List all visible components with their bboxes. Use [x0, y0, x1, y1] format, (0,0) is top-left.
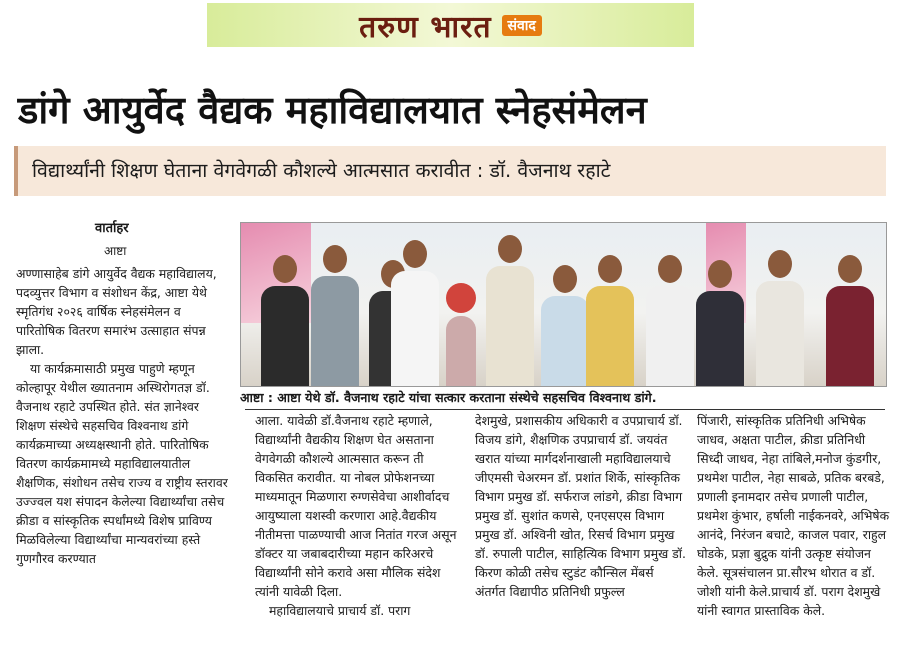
dateline: आष्टा [104, 244, 127, 258]
paragraph: महाविद्यालयाचे प्राचार्य डॉ. पराग [269, 603, 411, 618]
paragraph: या कार्यक्रमासाठी प्रमुख पाहुणे म्हणून कोल्हापूर येथील ख्यातनाम अस्थिरोगतज्ञ डॉ. वैजनाथ रहाटे उपस्थित होते. संत ज्ञानेश्वर शिक्षण संस्थेचे सहसचिव विश्वनाथ डांगे कार्यक्रमाच्या अध्यक्षस्थानी होते. पारितोषिक वितरण कार्यक्रमामध्ये महाविद्यालयातील शैक्षणिक, संशोधन तसेच राज्य व राष्ट्रीय स्तरावर उज्ज्वल यश संपादन केलेल्या विद्यार्थ्यांचा तसेच क्रीडा व सांस्कृतिक स्पर्धांमध्ये विशेष प्राविण्य मिळविलेल्या विद्यार्थ्यांचा मान्यवरांच्या हस्ते गुणगौरव करण्यात [16, 361, 228, 566]
headline: डांगे आयुर्वेद वैद्यक महाविद्यालयात स्नेहसंमेलन [18, 88, 647, 132]
photo-person [311, 245, 359, 386]
photo-person [486, 235, 534, 386]
photo-person [541, 265, 589, 386]
paragraph: देशमुखे, प्रशासकीय अधिकारी व उपप्राचार्य डॉ. विजय डांगे, शैक्षणिक उपप्राचार्य डॉ. जयवंत खरात यांच्या मार्गदर्शनाखाली महाविद्यालयाचे जीएमसी चेअरमन डॉ. प्रशांत शिर्के, सांस्कृतिक विभाग प्रमुख डॉ. सर्फराज लांडगे, क्रीडा विभाग प्रमुख डॉ. सुशांत कणसे, एनएसएस विभाग प्रमुख डॉ. अश्विनी खोत, रिसर्च विभाग प्रमुख डॉ. रुपाली पाटील, साहित्यिक विभाग प्रमुख डॉ. किरण कोळी तसेच स्टुडंट कौन्सिल मेंबर्स अंतर्गत विद्यापीठ प्रतिनिधी प्रफुल्ल [475, 413, 686, 599]
photo-person [826, 255, 874, 386]
photo-person [646, 255, 694, 386]
masthead [207, 3, 694, 47]
newspaper-name: तरुण भारत [359, 9, 492, 45]
photo-person [586, 255, 634, 386]
paragraph: पिंजारी, सांस्कृतिक प्रतिनिधी अभिषेक जाधव, अक्षता पाटील, क्रीडा प्रतिनिधी सिध्दी जाधव, नेहा तांबिले,मनोज कुंडगीर, प्रथमेश पाटील, नेहा साबळे, प्रतिक बरबडे, प्रणाली इनामदार तसेच प्रणाली पाटील, प्रथमेश कुंभार, हर्षाली नाईकनवरे, अभिषेक आनंदे, निरंजन बचाटे, काजल पवार, राहुल घोडके, प्रज्ञा बुद्रुक यांनी उत्कृष्ट संयोजन केले. सूत्रसंचालन प्रा.सौरभ थोरात व डॉ. जोशी यांनी केले.प्राचार्य डॉ. पराग देशमुखे यांनी स्वागत प्रास्ताविक केले. [697, 413, 890, 618]
byline: वार्ताहर [95, 221, 129, 236]
article-column-1 [16, 264, 229, 568]
article-column-3 [475, 411, 687, 601]
photo-person [391, 240, 439, 386]
photo-person [696, 260, 744, 386]
event-photo [240, 222, 887, 387]
paragraph: आला. यावेळी डॉ.वैजनाथ रहाटे म्हणाले, विद्यार्थ्यांनी वैद्यकीय शिक्षण घेत असताना वेगवेगळी कौशल्ये आत्मसात करून ती विकसित करावीत. या नोबल प्रोफेशनच्या माध्यमातून मिळणारा रुग्णसेवेचा आशीर्वादच आयुष्याला यशस्वी करणारा आहे.वैद्यकीय नीतीमत्ता पाळण्याची आज नितांत गरज असून डॉक्टर या जबाबदारीच्या महान करिअरचे विद्यार्थ्यांनी सोने करावे असा मौलिक संदेश त्यांनी यावेळी दिला. [255, 413, 457, 599]
paragraph: अण्णासाहेब डांगे आयुर्वेद वैद्यक महाविद्यालय, पदव्युत्तर विभाग व संशोधन केंद्र, आष्टा येथे स्मृतिगंध २०२६ वार्षिक स्नेहसंमेलन व पारितोषिक वितरण समारंभ उत्साहात संपन्न झाला. [16, 266, 217, 357]
photo-person [756, 250, 804, 386]
article-column-2 [255, 411, 465, 620]
subheadline: विद्यार्थ्यांनी शिक्षण घेताना वेगवेगळी कौशल्ये आत्मसात करावीत : डॉ. वैजनाथ रहाटे [14, 146, 886, 196]
caption-divider [245, 409, 885, 410]
photo-caption: आष्टा : आष्टा येथे डॉ. वैजनाथ रहाटे यांचा सत्कार करताना संस्थेचे सहसचिव विश्वनाथ डांगे. [240, 390, 657, 405]
photo-person [261, 255, 309, 386]
newspaper-tag: संवाद [502, 15, 542, 36]
photo-bouquet [446, 283, 476, 386]
article-column-4 [697, 411, 890, 620]
